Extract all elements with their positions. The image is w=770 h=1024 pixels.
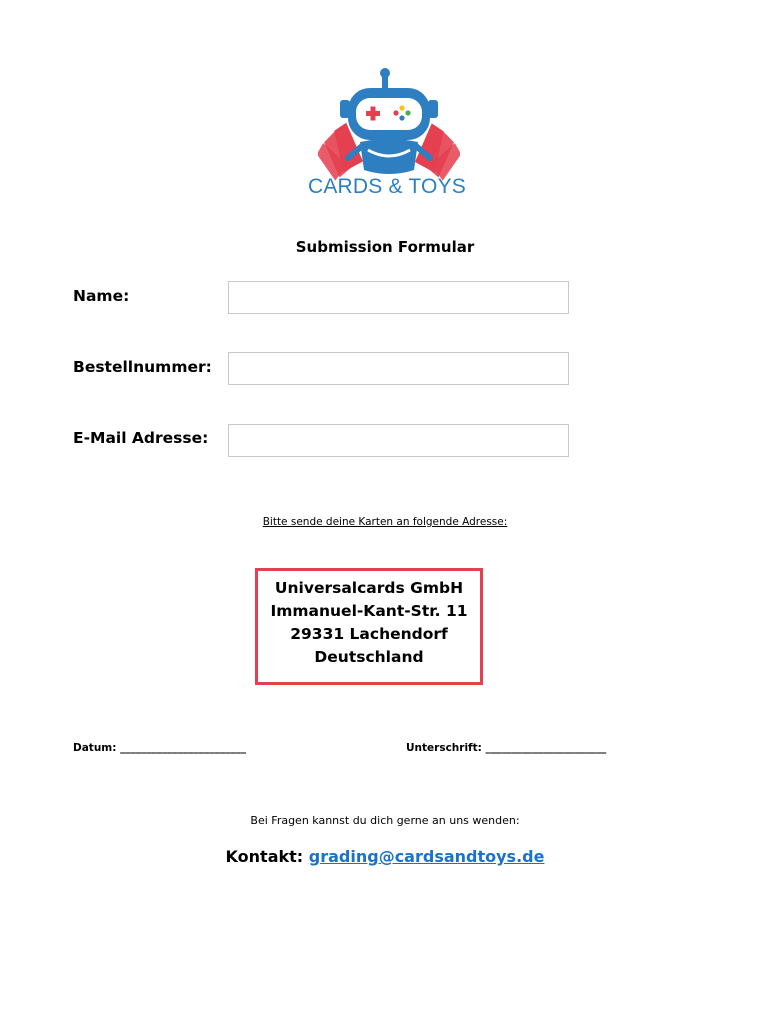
email-input[interactable] [228,424,569,457]
bestellnummer-label: Bestellnummer: [73,358,212,376]
signature-field: Unterschrift: _______________________ [406,742,607,754]
address-line-company: Universalcards GmbH [274,579,464,597]
address-line-country: Deutschland [314,648,424,666]
contact-label: Kontakt: [225,847,304,866]
logo-text: CARDS & TOYS [307,175,466,198]
contact-line [0,847,770,866]
name-label: Name: [73,287,130,305]
email-label: E-Mail Adresse: [73,429,209,447]
form-title: Submission Formular [295,238,475,256]
bestellnummer-input[interactable] [228,352,569,385]
contact-email-link[interactable]: grading@cardsandtoys.de [308,847,545,866]
datum-field: Datum: ________________________ [73,742,247,754]
questions-note: Bei Fragen kannst du dich gerne an uns wenden: [250,814,520,827]
address-line-city: 29331 Lachendorf [290,625,448,643]
name-input[interactable] [228,281,569,314]
shipping-address-box [255,568,483,685]
address-line-street: Immanuel-Kant-Str. 11 [270,602,468,620]
shipping-instruction: Bitte sende deine Karten an folgende Adresse: [262,516,508,528]
